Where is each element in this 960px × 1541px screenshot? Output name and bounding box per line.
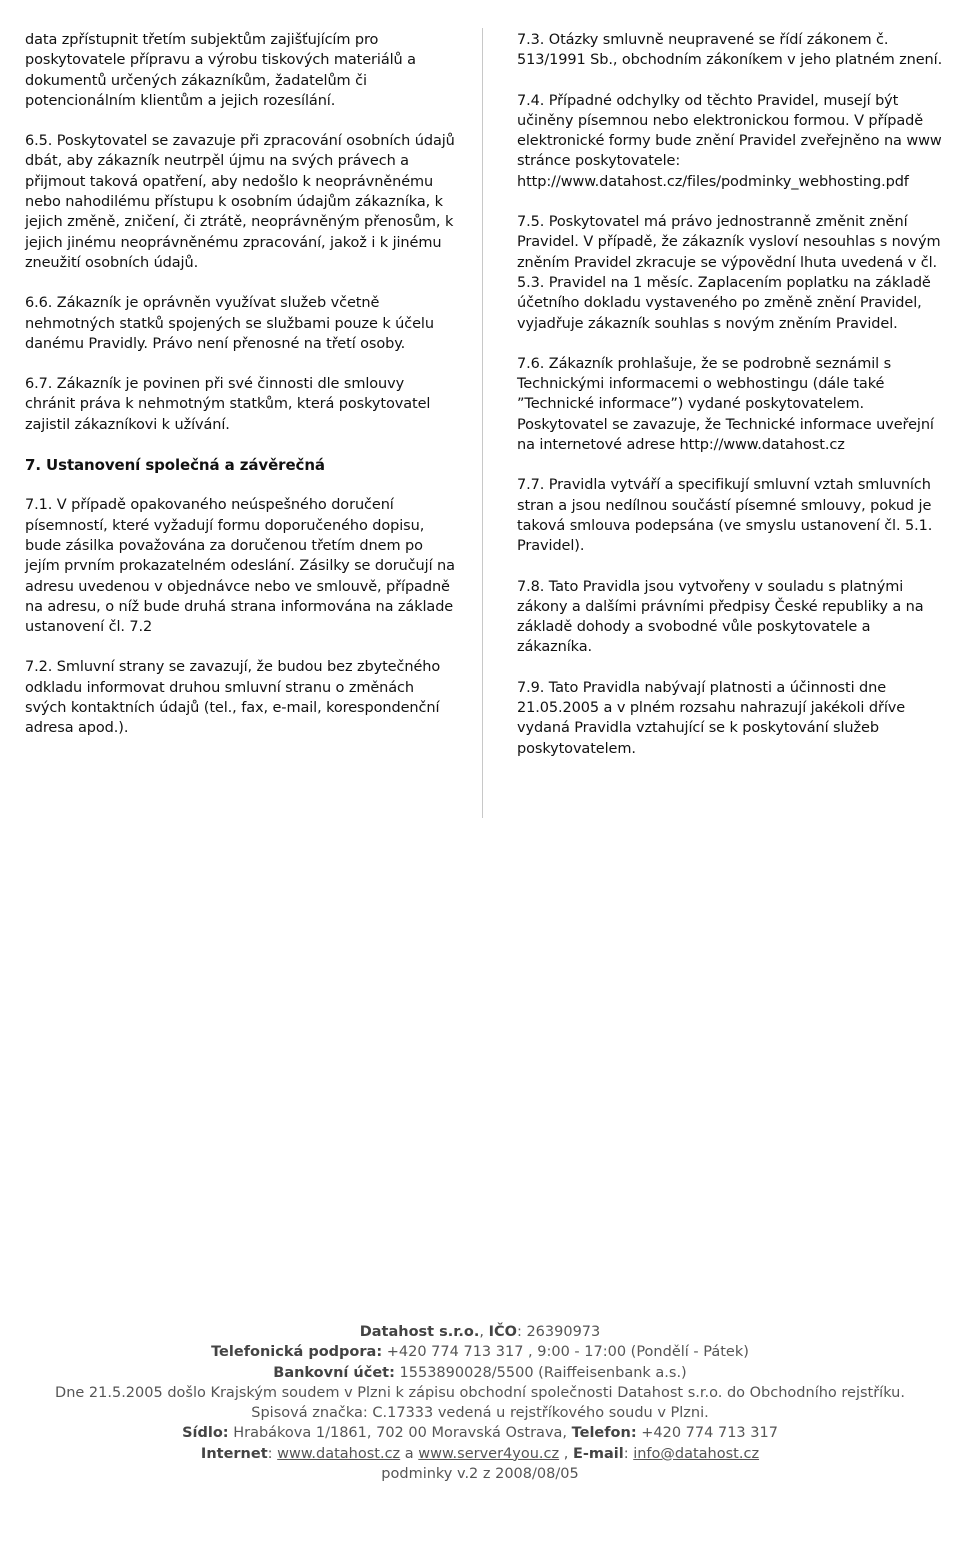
email-link[interactable]: info@datahost.cz (633, 1445, 760, 1462)
paragraph-7-3: 7.3. Otázky smluvně neupravené se řídí zákonem č. 513/1991 Sb., obchodním zákoníkem v jeho platném znení. (517, 32, 943, 69)
column-divider (482, 28, 483, 818)
right-column (517, 30, 947, 779)
phone-value: +420 774 713 317 (636, 1425, 778, 1442)
paragraph-7-2: 7.2. Smluvní strany se zavazují, že budou bez zbytečného odkladu informovat druhou smluvní stranu o změnách svých kontaktních údajů (tel., fax, e-mail, korespondenční adresa apod.). (25, 659, 441, 737)
paragraph-data-sharing: data zpřístupnit třetím subjektům zajišťujícím pro poskytovatele přípravu a výrobu tiskových materiálů a dokumentů určených zákazníkům, žadatelům či potencionálním klientům a jejich rozesílání. (25, 32, 416, 109)
internet-label: Internet (200, 1445, 268, 1462)
seat-label: Sídlo: (182, 1425, 229, 1442)
footer-version: podminky v.2 z 2008/08/05 (381, 1466, 579, 1483)
left-column (25, 30, 455, 759)
seat-value: Hrabákova 1/1861, 702 00 Moravská Ostrava, (228, 1425, 572, 1442)
bank-label: Bankovní účet: (273, 1364, 395, 1381)
ico-value: : 26390973 (516, 1324, 601, 1340)
footer-seat-line (0, 1423, 960, 1443)
paragraph-6-5: 6.5. Poskytovatel se zavazuje při zpracování osobních údajů dbát, aby zákazník neutrpěl újmu na svých právech a přijmout taková opatření, aby nedošlo k neoprávněnému nebo nahodilému přístupu k osobním údajům zákazníka, k jejich změně, zničení, či ztrátě, neoprávněným přenosům, k jejich jinému neoprávněnému zpracování, jakož i k jinému zneužití osobních údajů. (25, 133, 455, 271)
support-value: +420 774 713 317 , 9:00 - 17:00 (Pondělí - Pátek) (382, 1344, 749, 1361)
link-server4you[interactable]: www.server4you.cz (418, 1445, 560, 1462)
ico-label: IČO (488, 1324, 517, 1340)
footer-registration: Dne 21.5.2005 došlo Krajským soudem v Plzni k zápisu obchodní společnosti Datahost s.r.o. do Obchodního rejstříku. (55, 1384, 905, 1401)
footer-file-mark: Spisová značka: C.17333 vedená u rejstříkového soudu v Plzni. (251, 1405, 709, 1422)
page-footer (0, 1322, 960, 1484)
paragraph-7-9: 7.9. Tato Pravidla nabývají platnosti a účinnosti dne 21.05.2005 a v plném rozsahu nahrazují jakékoli dříve vydaná Pravidla vztahující se k poskytování služeb poskytovatelem. (517, 679, 906, 757)
paragraph-6-6: 6.6. Zákazník je oprávněn využívat služeb včetně nehmotných statků spojených se službami pouze k účelu danému Pravidly. Právo není přenosné na třetí osoby. (25, 295, 434, 352)
footer-bank-line (0, 1363, 960, 1383)
and-text: a (400, 1445, 419, 1462)
paragraph-7-5: 7.5. Poskytovatel má právo jednostranně změnit znění Pravidel. V případě, že zákazník vysloví nesouhlas s novým zněním Pravidel zkracuje se výpovědní lhuta uvedená v čl. 5.3. Pravidel na 1 měsíc. Zaplacením poplatku na základě účetního dokladu vystaveného po změně znění Pravidel, vyjadřuje zákazník souhlas s novým zněním Pravidel. (517, 214, 941, 332)
footer-support-line (0, 1342, 960, 1362)
link-datahost[interactable]: www.datahost.cz (277, 1445, 401, 1462)
paragraph-7-4: 7.4. Případné odchylky od těchto Pravidel, musejí být učiněny písemnou nebo elektronickou formou. V případě elektronické formy bude znění Pravidel zveřejněno na www stránce poskytovatele: http://www.datahost.cz/files/podminky_webhosting.pdf (517, 92, 942, 190)
company-name: Datahost s.r.o. (359, 1324, 480, 1340)
paragraph-6-7: 6.7. Zákazník je povinen při své činnosti dle smlouvy chránit práva k nehmotným statkům, která poskytovatel zajistil zákazníkovi k užívání. (25, 376, 431, 433)
paragraph-7-1: 7.1. V případě opakovaného neúspešného doručení písemností, které vyžadují formu doporučeného dopisu, bude zásilka považována za doručenou třetím dnem po jejím prvním prokazatelném odeslání. Zásilky se doručují na adresu uvedenou v objednávce nebo ve smlouvě, případně na adresu, o níž bude druhá strana informována na základe ustanovení čl. 7.2 (25, 497, 455, 636)
phone-label: Telefon: (571, 1425, 637, 1442)
bank-value: 1553890028/5500 (Raiffeisenbank a.s.) (394, 1364, 687, 1381)
email-label: E-mail (572, 1445, 624, 1462)
section-heading-7: 7. Ustanovení společná a závěrečná (25, 456, 325, 475)
paragraph-7-7: 7.7. Pravidla vytváří a specifikují smluvní vztah smluvních stran a jsou nedílnou součástí písemné smlouvy, pokud je taková smlouva podepsána (ve smyslu ustanovení čl. 5.1. Pravidel). (517, 477, 933, 555)
support-label: Telefonická podpora: (211, 1344, 383, 1361)
paragraph-7-6: 7.6. Zákazník prohlašuje, že se podrobně seznámil s Technickými informacemi o webhostingu (dále také ”Technické informace”) vydané poskytovatelem. Poskytovatel se zavazuje, že Technické informace uveřejní na internetové adrese http://www.datahost.cz (517, 355, 934, 454)
footer-internet-line: Internet: www.datahost.cz a www.server4you.cz , E-mail: info@datahost.cz (200, 1445, 760, 1462)
footer-company-line: Datahost s.r.o., IČO: 26390973 (359, 1324, 601, 1340)
paragraph-7-8: 7.8. Tato Pravidla jsou vytvořeny v souladu s platnými zákony a dalšími právními předpisy České republiky a na základě dohody a svobodné vůle poskytovatele a zákazníka. (517, 578, 924, 656)
